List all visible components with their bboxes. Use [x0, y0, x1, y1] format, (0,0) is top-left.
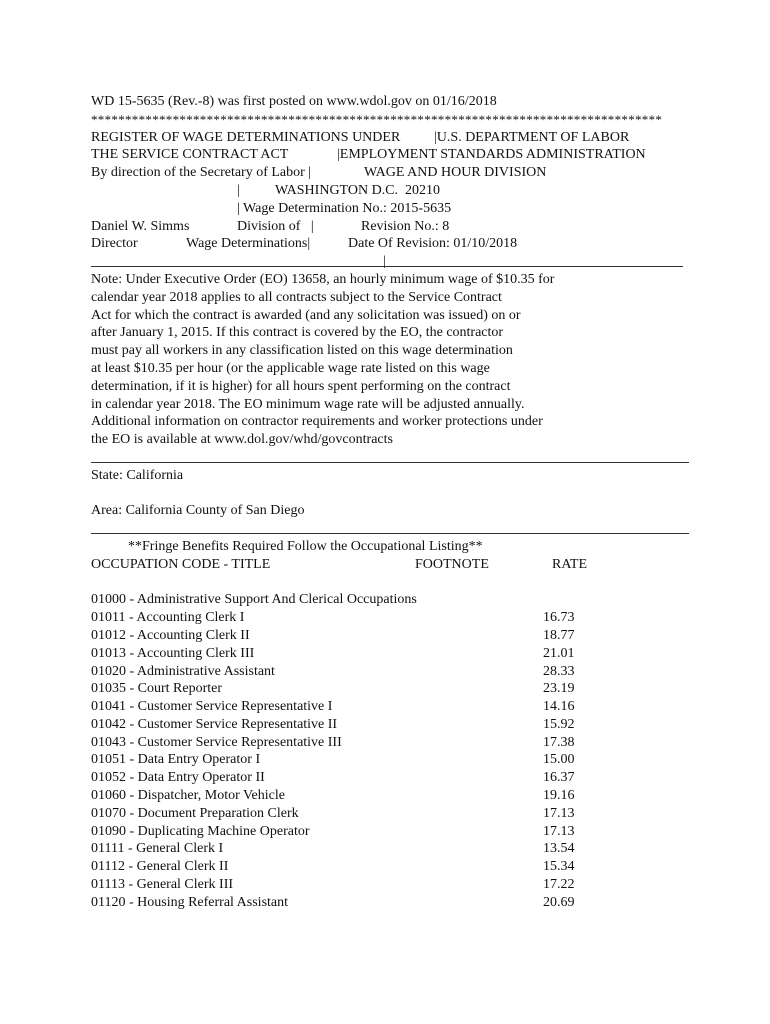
table-row	[91, 876, 691, 894]
col-occupation-header: OCCUPATION CODE - TITLE	[91, 556, 271, 572]
occupation-rate: 17.38	[543, 734, 575, 750]
posting-line	[91, 93, 691, 111]
occupation-title: 01043 - Customer Service Representative III	[91, 734, 342, 750]
occupation-rate: 17.22	[543, 877, 575, 893]
occupation-rate: 16.73	[543, 610, 575, 626]
note-line: at least $10.35 per hour (or the applicable wage rate listed on this wage	[91, 360, 490, 376]
occupation-title: 01090 - Duplicating Machine Operator	[91, 823, 310, 839]
note-line: determination, if it is higher) for all hours spent performing on the contract	[91, 378, 511, 394]
table-row	[91, 858, 691, 876]
direction-text: By direction of the Secretary of Labor |	[91, 165, 312, 181]
table-row	[91, 805, 691, 823]
occupation-rate: 19.16	[543, 788, 575, 804]
occupation-rate: 17.13	[543, 805, 575, 821]
table-row	[91, 894, 691, 912]
note-line: must pay all workers in any classification listed on this wage determination	[91, 343, 513, 359]
wage-determination-number: | Wage Determination No.: 2015-5635	[237, 200, 452, 216]
signer-title: Director	[91, 236, 138, 252]
note-line: the EO is available at www.dol.gov/whd/govcontracts	[91, 432, 393, 448]
occupation-title: 01051 - Data Entry Operator I	[91, 752, 261, 768]
occupation-title: 01111 - General Clerk I	[91, 841, 224, 857]
occupation-title: 01013 - Accounting Clerk III	[91, 645, 255, 661]
register-line-1	[91, 129, 691, 147]
revision-date: Date Of Revision: 01/10/2018	[348, 236, 518, 252]
table-row	[91, 663, 691, 681]
note-line: Act for which the contract is awarded (and any solicitation was issued) on or	[91, 307, 521, 323]
table-row	[91, 787, 691, 805]
occupation-rate: 15.92	[543, 716, 575, 732]
state-line	[91, 467, 691, 485]
note-line: after January 1, 2015. If this contract is covered by the EO, the contractor	[91, 325, 504, 341]
act-name: THE SERVICE CONTRACT ACT	[91, 147, 289, 163]
revision-number: Revision No.: 8	[361, 218, 450, 234]
occupation-title: 01012 - Accounting Clerk II	[91, 627, 250, 643]
occupation-rate: 17.13	[543, 823, 575, 839]
note-line: calendar year 2018 applies to all contracts subject to the Service Contract	[91, 289, 502, 305]
wage-determinations-label: Wage Determinations|	[186, 236, 311, 252]
occupation-title: 01041 - Customer Service Representative I	[91, 699, 333, 715]
wage-determination-document	[91, 93, 691, 912]
occupation-title: 01113 - General Clerk III	[91, 877, 234, 893]
register-line-4	[91, 182, 691, 200]
fringe-note-line	[91, 538, 691, 556]
divider-pipe: |	[383, 254, 386, 270]
division-label: Division of |	[237, 218, 314, 234]
note-line: Note: Under Executive Order (EO) 13658, an hourly minimum wage of $10.35 for	[91, 271, 555, 287]
division-name: WAGE AND HOUR DIVISION	[364, 165, 547, 181]
city-name: WASHINGTON D.C. 20210	[275, 182, 441, 198]
table-row	[91, 823, 691, 841]
occupation-title: 01042 - Customer Service Representative II	[91, 716, 338, 732]
area-text: Area: California County of San Diego	[91, 503, 305, 519]
register-line-3	[91, 164, 691, 182]
occupation-title: 01052 - Data Entry Operator II	[91, 770, 265, 786]
signer-name: Daniel W. Simms	[91, 218, 190, 234]
department-name: |U.S. DEPARTMENT OF LABOR	[434, 129, 630, 145]
note-line: Additional information on contractor requirements and worker protections under	[91, 414, 543, 430]
table-row	[91, 840, 691, 858]
table-row	[91, 751, 691, 769]
administration-name: |EMPLOYMENT STANDARDS ADMINISTRATION	[337, 147, 646, 163]
group-title: 01000 - Administrative Support And Clerical Occupations	[91, 592, 417, 608]
occupation-rate: 16.37	[543, 770, 575, 786]
posting-text: WD 15-5635 (Rev.-8) was first posted on www.wdol.gov on 01/16/2018	[91, 94, 497, 109]
table-row	[91, 734, 691, 752]
state-text: State: California	[91, 467, 184, 483]
table-row	[91, 645, 691, 663]
occupation-rate: 28.33	[543, 663, 575, 679]
register-line-5	[91, 200, 691, 218]
occupation-rate: 15.34	[543, 859, 575, 875]
table-row	[91, 716, 691, 734]
divider-rule-3	[91, 520, 691, 538]
col-footnote-header: FOOTNOTE	[415, 556, 489, 572]
table-row	[91, 698, 691, 716]
occupation-title: 01035 - Court Reporter	[91, 681, 223, 697]
register-line-6	[91, 218, 691, 236]
register-line-2	[91, 146, 691, 164]
fringe-note: **Fringe Benefits Required Follow the Occupational Listing**	[128, 538, 483, 554]
table-row	[91, 769, 691, 787]
col-rate-header: RATE	[552, 556, 587, 572]
occupation-rate: 13.54	[543, 841, 575, 857]
occupation-rate: 15.00	[543, 752, 575, 768]
occupation-title: 01070 - Document Preparation Clerk	[91, 805, 299, 821]
occupation-rate: 20.69	[543, 894, 575, 910]
occupation-rate: 14.16	[543, 699, 575, 715]
occupation-rate: 21.01	[543, 645, 575, 661]
occupation-title: 01060 - Dispatcher, Motor Vehicle	[91, 788, 285, 804]
occupation-title: 01011 - Accounting Clerk I	[91, 610, 245, 626]
table-row	[91, 627, 691, 645]
executive-order-note	[91, 271, 691, 449]
asterisk-divider: ************************************************************************************	[91, 111, 663, 127]
divider-rule-2	[91, 449, 691, 467]
table-header	[91, 556, 691, 574]
occupation-table	[91, 609, 691, 912]
register-line-7	[91, 235, 691, 253]
area-line	[91, 502, 691, 520]
table-row	[91, 680, 691, 698]
register-title: REGISTER OF WAGE DETERMINATIONS UNDER	[91, 129, 401, 145]
occupation-title: 01112 - General Clerk II	[91, 859, 229, 875]
separator-pipe: |	[237, 182, 240, 198]
occupation-title: 01120 - Housing Referral Assistant	[91, 894, 289, 910]
note-line: in calendar year 2018. The EO minimum wage rate will be adjusted annually.	[91, 396, 525, 412]
occupation-rate: 23.19	[543, 681, 575, 697]
occupation-title: 01020 - Administrative Assistant	[91, 663, 275, 679]
occupation-group-title	[91, 591, 691, 609]
occupation-rate: 18.77	[543, 627, 575, 643]
table-row	[91, 609, 691, 627]
divider-rule-1	[91, 253, 691, 271]
